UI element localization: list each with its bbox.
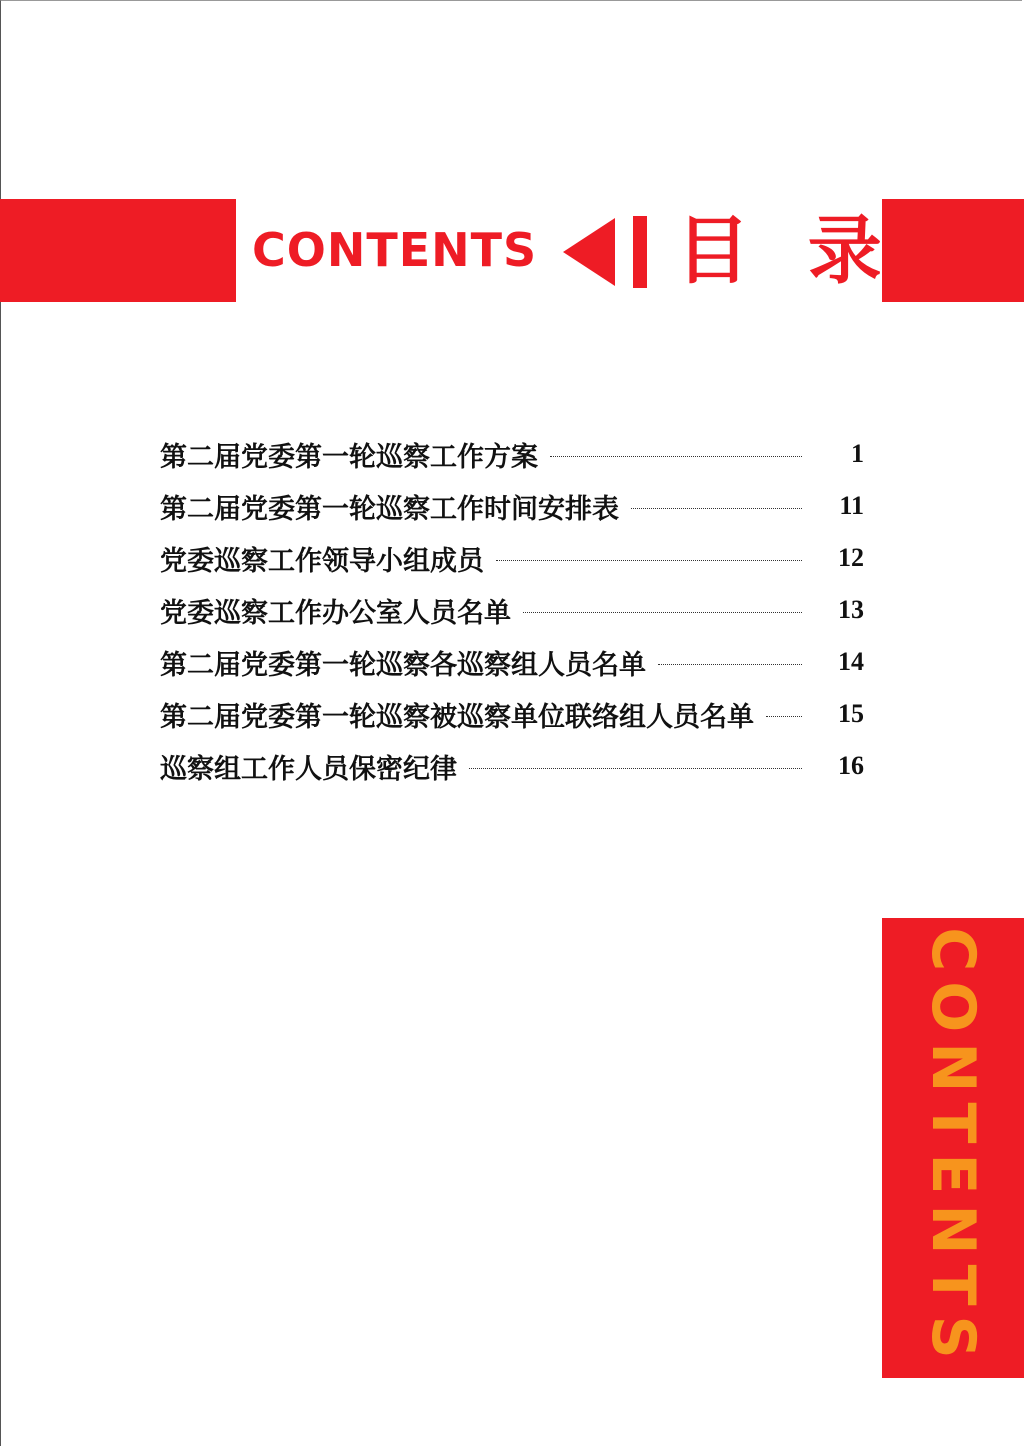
toc-entry-page: 1 — [851, 439, 864, 468]
toc-entry-page: 16 — [838, 751, 864, 780]
table-of-contents — [160, 428, 864, 792]
toc-entry-title: 第二届党委第一轮巡察工作时间安排表 — [160, 493, 619, 525]
header-band-left — [0, 199, 236, 302]
header-title-cn: 目 录 — [676, 208, 898, 294]
toc-entry-page: 15 — [838, 699, 864, 728]
arrow-left-icon — [563, 216, 653, 288]
toc-entry-title: 党委巡察工作办公室人员名单 — [160, 597, 511, 629]
toc-entry[interactable] — [160, 740, 864, 792]
toc-leader-dots — [766, 716, 802, 717]
toc-entry-page: 13 — [838, 595, 864, 624]
toc-entry-title: 第二届党委第一轮巡察各巡察组人员名单 — [160, 649, 646, 681]
toc-leader-dots — [658, 664, 802, 665]
toc-leader-dots — [523, 612, 802, 613]
header-band-right — [882, 199, 1024, 302]
toc-entry[interactable] — [160, 428, 864, 480]
toc-entry-title: 第二届党委第一轮巡察被巡察单位联络组人员名单 — [160, 701, 754, 733]
toc-entry-page: 14 — [838, 647, 864, 676]
toc-entry[interactable] — [160, 584, 864, 636]
toc-leader-dots — [496, 560, 802, 561]
toc-entry[interactable] — [160, 688, 864, 740]
toc-entry-page: 12 — [838, 543, 864, 572]
toc-leader-dots — [550, 456, 802, 457]
toc-leader-dots — [631, 508, 802, 509]
toc-entry-title: 党委巡察工作领导小组成员 — [160, 545, 484, 577]
toc-entry[interactable] — [160, 480, 864, 532]
header-title-en: CONTENTS — [252, 223, 538, 277]
toc-entry[interactable] — [160, 532, 864, 584]
side-tab-text: CONTENTS — [918, 927, 988, 1369]
toc-entry-title: 巡察组工作人员保密纪律 — [160, 753, 457, 785]
toc-leader-dots — [469, 768, 802, 769]
toc-entry[interactable] — [160, 636, 864, 688]
toc-entry-title: 第二届党委第一轮巡察工作方案 — [160, 441, 538, 473]
toc-entry-page: 11 — [839, 491, 864, 520]
